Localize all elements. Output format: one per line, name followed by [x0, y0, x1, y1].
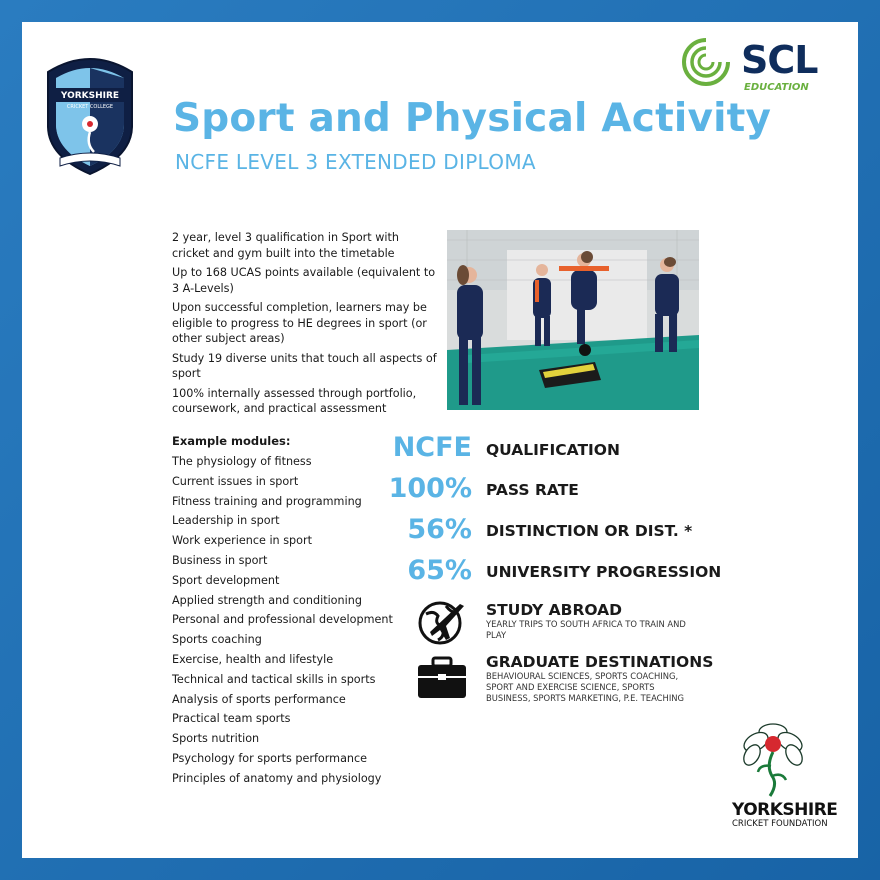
- page-subtitle: NCFE LEVEL 3 EXTENDED DIPLOMA: [175, 150, 536, 174]
- stat-value-university: 65%: [407, 555, 472, 586]
- scl-logo-text: SCL: [741, 38, 818, 82]
- module-item: Sports coaching: [172, 633, 262, 647]
- modules-list: [172, 454, 393, 791]
- module-item: Personal and professional development: [172, 613, 393, 627]
- stat-value-distinction: 56%: [407, 514, 472, 545]
- training-photo: [447, 230, 699, 410]
- stat-label-pass-rate: PASS RATE: [486, 481, 579, 499]
- intro-item: Study 19 diverse units that touch all aspects of sport: [172, 351, 437, 380]
- module-item: Current issues in sport: [172, 474, 299, 488]
- modules-heading: Example modules:: [172, 434, 291, 448]
- intro-item: Up to 168 UCAS points available (equivalent to 3 A-Levels): [172, 266, 436, 295]
- module-item: Practical team sports: [172, 712, 291, 726]
- module-item: Leadership in sport: [172, 514, 280, 528]
- module-item: Exercise, health and lifestyle: [172, 652, 334, 666]
- stat-label-distinction: DISTINCTION OR DIST. *: [486, 522, 693, 540]
- scl-swirl-icon: [680, 36, 732, 88]
- module-item: Fitness training and programming: [172, 494, 362, 508]
- module-item: Applied strength and conditioning: [172, 593, 362, 607]
- college-crest-logo: [42, 48, 138, 176]
- module-item: Psychology for sports performance: [172, 751, 368, 765]
- svg-text:CRICKET COLLEGE: CRICKET COLLEGE: [66, 104, 114, 110]
- module-item: Sport development: [172, 573, 280, 587]
- document-page: [22, 22, 858, 858]
- intro-list: [172, 230, 437, 421]
- module-item: The physiology of fitness: [172, 455, 312, 468]
- foundation-logo-subtext: CRICKET FOUNDATION: [732, 819, 828, 829]
- page-title: Sport and Physical Activity: [173, 96, 772, 141]
- stat-label-university: UNIVERSITY PROGRESSION: [486, 563, 722, 581]
- stat-value-pass-rate: 100%: [388, 473, 472, 504]
- module-item: Principles of anatomy and physiology: [172, 771, 382, 785]
- module-item: Sports nutrition: [172, 732, 260, 746]
- feature-title-study-abroad: STUDY ABROAD: [486, 601, 623, 619]
- scl-logo-subtext: EDUCATION: [744, 82, 809, 93]
- yorkshire-rose-icon: [738, 722, 808, 800]
- module-item: Technical and tactical skills in sports: [172, 672, 376, 686]
- intro-item: 2 year, level 3 qualification in Sport with cricket and gym built into the timetable: [172, 231, 399, 260]
- intro-item: 100% internally assessed through portfolio, coursework, and practical assessment: [172, 386, 417, 415]
- foundation-logo-text: YORKSHIRE: [732, 800, 838, 820]
- briefcase-icon: [416, 656, 468, 700]
- svg-text:YORKSHIRE: YORKSHIRE: [60, 91, 120, 101]
- module-item: Analysis of sports performance: [172, 692, 346, 706]
- globe-plane-icon: [416, 596, 470, 646]
- stat-label-qualification: QUALIFICATION: [486, 441, 620, 459]
- feature-title-graduate-destinations: GRADUATE DESTINATIONS: [486, 653, 714, 671]
- feature-text-study-abroad: YEARLY TRIPS TO SOUTH AFRICA TO TRAIN AND PLAY: [486, 619, 686, 640]
- module-item: Business in sport: [172, 553, 268, 567]
- feature-text-graduate-destinations: BEHAVIOURAL SCIENCES, SPORTS COACHING, SPORT AND EXERCISE SCIENCE, SPORTS BUSINESS, SPORTS MARKETING, P.E. TEACHING: [486, 671, 685, 703]
- module-item: Work experience in sport: [172, 534, 312, 548]
- stat-value-qualification: NCFE: [392, 432, 472, 463]
- intro-item: Upon successful completion, learners may be eligible to progress to HE degrees in sport (or other subject areas): [172, 301, 427, 345]
